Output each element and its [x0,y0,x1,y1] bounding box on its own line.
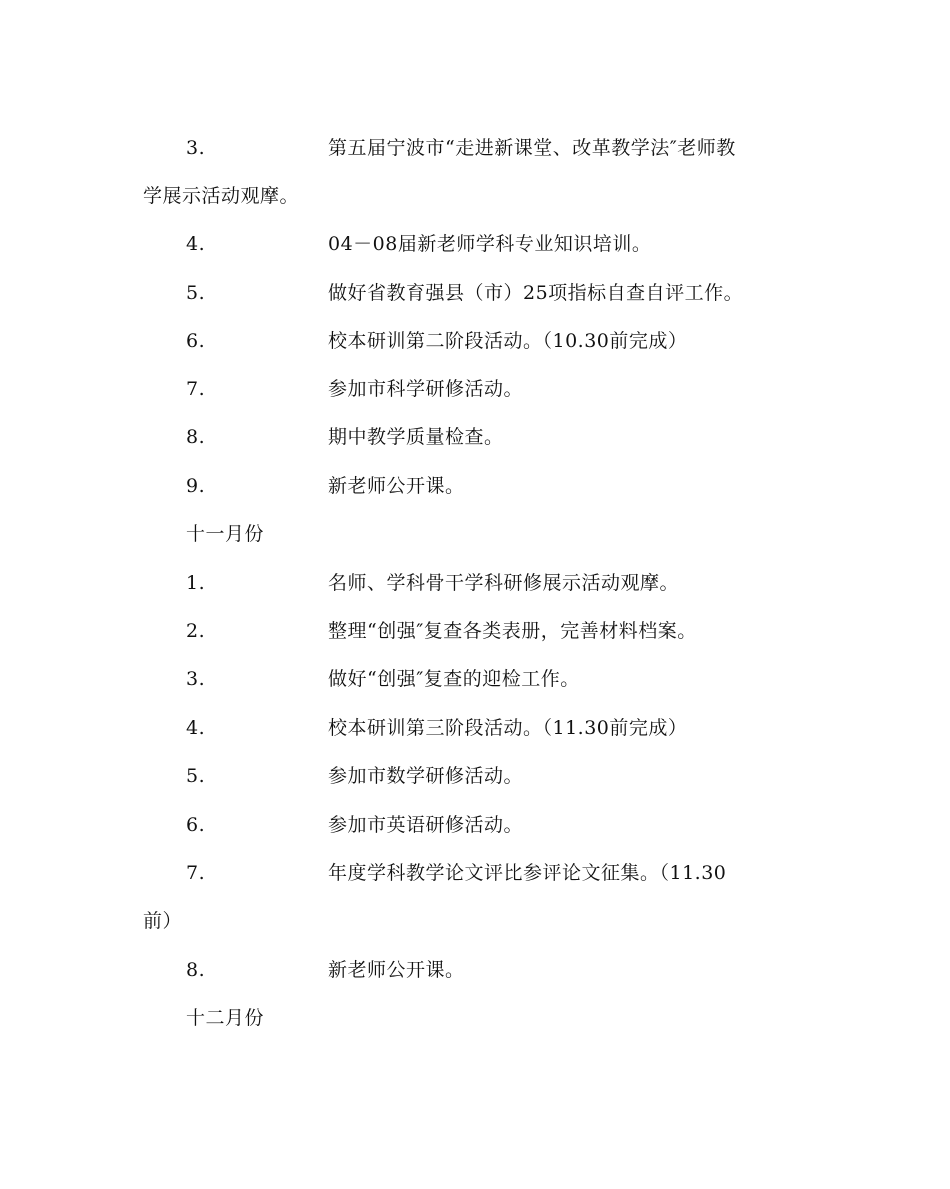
list-item-number: 6. [186,814,206,836]
list-item-number: 1. [186,572,206,594]
list-item-text: 参加市科学研修活动。 [328,378,524,400]
list-item-number: 4. [186,717,206,739]
list-item-text: 第五届宁波市“走进新课堂、改革教学法″老师教 [328,137,736,159]
list-item-text: 年度学科教学论文评比参评论文征集。（11.30 [328,862,727,884]
list-item-text: 参加市英语研修活动。 [328,814,524,836]
list-item-number: 5. [186,765,206,787]
list-item-text: 04－08届新老师学科专业知识培训。 [328,233,652,255]
list-item-number: 4. [186,233,206,255]
list-item-continuation: 学展示活动观摩。 [143,185,300,207]
list-item-text: 校本研训第三阶段活动。（11.30前完成） [328,717,688,739]
list-item-text: 新老师公开课。 [328,959,465,981]
list-item-number: 6. [186,330,206,352]
list-item-text: 期中教学质量检查。 [328,426,504,448]
list-item-text: 名师、学科骨干学科研修展示活动观摩。 [328,572,680,594]
section-heading-november: 十一月份 [186,523,265,545]
list-item-number: 8. [186,959,206,981]
list-item-number: 5. [186,282,206,304]
list-item-text: 做好“创强″复查的迎检工作。 [328,668,580,690]
list-item-number: 7. [186,862,206,884]
list-item-text: 参加市数学研修活动。 [328,765,524,787]
list-item-number: 3. [186,137,206,159]
list-item-number: 8. [186,426,206,448]
list-item-number: 3. [186,668,206,690]
list-item-number: 9. [186,475,206,497]
list-item-text: 整理“创强″复查各类表册，完善材料档案。 [328,620,697,642]
list-item-continuation: 前） [143,910,183,932]
section-heading-december: 十二月份 [186,1007,265,1029]
list-item-text: 校本研训第二阶段活动。（10.30前完成） [328,330,688,352]
list-item-number: 2. [186,620,206,642]
list-item-text: 新老师公开课。 [328,475,465,497]
list-item-number: 7. [186,378,206,400]
list-item-text: 做好省教育强县（市）25项指标自查自评工作。 [328,282,744,304]
